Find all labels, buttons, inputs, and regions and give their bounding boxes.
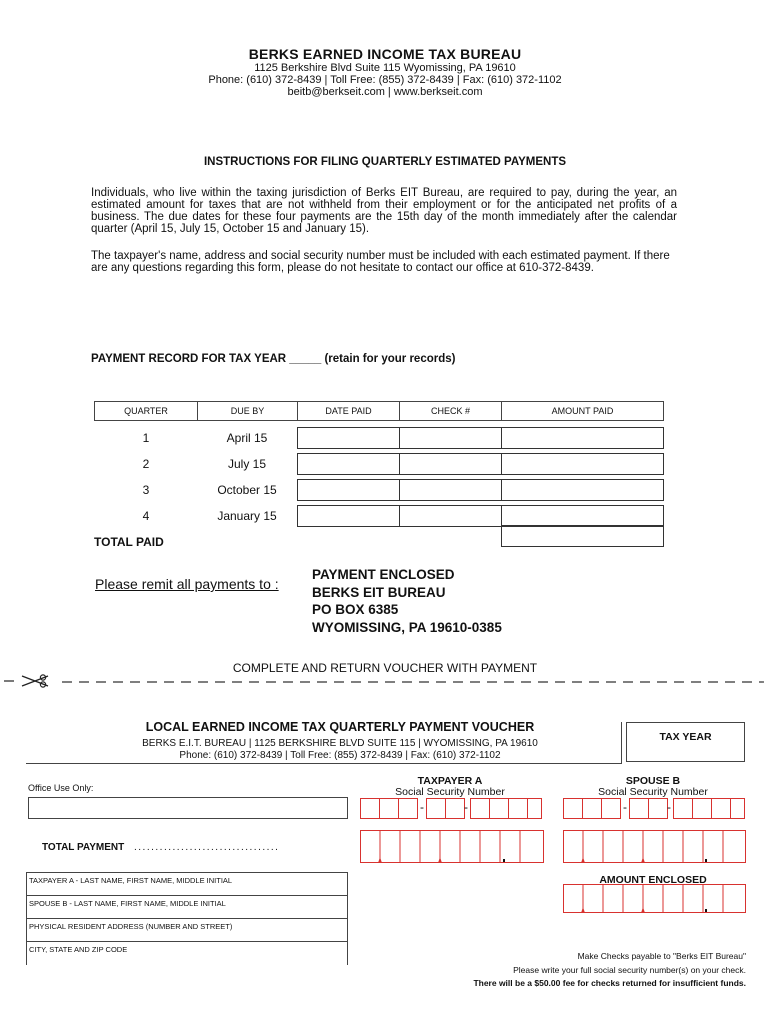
ssn-b-dash-1: - (623, 800, 627, 814)
instructions-paragraph-1: Individuals, who live within the taxing jurisdiction of Berks EIT Bureau, are required to pay, during the year, an estimated amount for taxes that are not withheld from their employment or for the anticipated net profits of a business. The due dates for these four payments are the 15th day of the month immediately after the calendar quarter (April 15, July 15, October 15 and January 15). (91, 187, 677, 235)
row-4-date-paid-field[interactable] (297, 505, 400, 527)
tax-year-label: TAX YEAR (659, 731, 712, 743)
remit-label: Please remit all payments to : (95, 576, 279, 592)
header-date-paid: DATE PAID (297, 401, 400, 421)
ssn-a-dash-1: - (420, 800, 424, 814)
remit-line-1: PAYMENT ENCLOSED (312, 567, 455, 582)
row-3-amount-field[interactable] (501, 479, 664, 501)
spouse-b-payment-field[interactable] (563, 830, 747, 864)
total-payment-leader: .................................. (134, 842, 280, 853)
office-use-label: Office Use Only: (28, 783, 94, 793)
total-paid-field[interactable] (501, 525, 664, 547)
row-4-quarter: 4 (142, 509, 150, 523)
header-quarter: QUARTER (94, 401, 198, 421)
remit-address (312, 566, 502, 636)
checks-payable-note: Make Checks payable to "Berks EIT Bureau" (577, 951, 746, 961)
ssn-b-dash-2: - (667, 800, 671, 814)
spouse-b-heading: SPOUSE B (625, 775, 681, 787)
cut-instructions: COMPLETE AND RETURN VOUCHER WITH PAYMENT (232, 661, 538, 675)
row-3-date-paid-field[interactable] (297, 479, 400, 501)
remit-line-3: PO BOX 6385 (312, 602, 399, 617)
address-field[interactable] (26, 918, 348, 941)
taxpayer-a-ssn-label: Social Security Number (395, 786, 505, 798)
spouse-b-name-field[interactable] (26, 895, 348, 918)
bureau-phone: Phone: (610) 372-8439 | Toll Free: (855) 372-8439 | Fax: (610) 372-1102 (208, 74, 562, 86)
taxpayer-a-ssn-field[interactable] (360, 798, 542, 820)
city-state-zip-field[interactable] (26, 941, 348, 965)
tax-year-field[interactable] (626, 722, 745, 762)
cut-line (4, 674, 764, 688)
city-state-zip-label: CITY, STATE AND ZIP CODE (29, 945, 128, 954)
bureau-address: 1125 Berkshire Blvd Suite 115 Wyomissing, PA 19610 (254, 62, 516, 74)
row-3-due: October 15 (217, 483, 277, 497)
row-1-date-paid-field[interactable] (297, 427, 400, 449)
scissors-icon (4, 675, 48, 687)
row-3-check-field[interactable] (399, 479, 502, 501)
taxpayer-a-payment-field[interactable] (360, 830, 544, 864)
bureau-header (0, 46, 770, 98)
row-2-date-paid-field[interactable] (297, 453, 400, 475)
voucher-address: BERKS E.I.T. BUREAU | 1125 BERKSHIRE BLVD SUITE 115 | WYOMISSING, PA 19610 (142, 738, 538, 749)
instructions-paragraph-2: The taxpayer's name, address and social security number must be included with each estimated payment. If there are any questions regarding this form, please do not hesitate to contact our office at 610-372-8439. (91, 250, 670, 274)
row-3-quarter: 3 (142, 483, 150, 497)
remit-line-2: BERKS EIT BUREAU (312, 584, 446, 600)
row-4-due: January 15 (217, 509, 277, 523)
row-2-quarter: 2 (142, 457, 150, 471)
total-paid-label: TOTAL PAID (94, 535, 164, 549)
spouse-b-ssn-field[interactable] (563, 798, 745, 820)
taxpayer-a-heading: TAXPAYER A (417, 775, 483, 787)
amount-enclosed-heading: AMOUNT ENCLOSED (599, 874, 707, 886)
row-2-due: July 15 (227, 457, 267, 471)
spouse-b-name-label: SPOUSE B - LAST NAME, FIRST NAME, MIDDLE INITIAL (29, 899, 226, 908)
row-1-quarter: 1 (142, 431, 150, 445)
remit-line-4: WYOMISSING, PA 19610-0385 (312, 619, 502, 635)
ssn-a-dash-2: - (464, 800, 468, 814)
voucher-divider-vertical (621, 722, 622, 764)
total-payment-label: TOTAL PAYMENT (42, 842, 125, 853)
bureau-title: BERKS EARNED INCOME TAX BUREAU (248, 46, 522, 62)
header-amount-paid: AMOUNT PAID (501, 401, 664, 421)
bureau-web: beitb@berkseit.com | www.berkseit.com (287, 86, 483, 98)
voucher-phone: Phone: (610) 372-8439 | Toll Free: (855) 372-8439 | Fax: (610) 372-1102 (179, 750, 501, 761)
office-use-box (28, 797, 348, 819)
voucher-divider (26, 763, 622, 764)
returned-check-fee-note: There will be a $50.00 fee for checks returned for insufficient funds. (473, 978, 746, 988)
row-1-check-field[interactable] (399, 427, 502, 449)
ssn-on-check-note: Please write your full social security number(s) on your check. (513, 965, 746, 975)
taxpayer-a-name-field[interactable] (26, 872, 348, 895)
payment-record-title: PAYMENT RECORD FOR TAX YEAR _____ (retain for your records) (91, 353, 456, 365)
amount-enclosed-field[interactable] (563, 884, 747, 914)
row-2-amount-field[interactable] (501, 453, 664, 475)
row-4-amount-field[interactable] (501, 505, 664, 527)
spouse-b-ssn-label: Social Security Number (598, 786, 708, 798)
header-due-by: DUE BY (197, 401, 298, 421)
row-2-check-field[interactable] (399, 453, 502, 475)
instructions-title: INSTRUCTIONS FOR FILING QUARTERLY ESTIMATED PAYMENTS (203, 156, 567, 168)
voucher-title: LOCAL EARNED INCOME TAX QUARTERLY PAYMENT VOUCHER (145, 720, 535, 734)
address-label: PHYSICAL RESIDENT ADDRESS (NUMBER AND STREET) (29, 922, 233, 931)
header-check-number: CHECK # (399, 401, 502, 421)
taxpayer-a-name-label: TAXPAYER A - LAST NAME, FIRST NAME, MIDDLE INITIAL (29, 876, 233, 885)
row-1-due: April 15 (226, 431, 268, 445)
row-4-check-field[interactable] (399, 505, 502, 527)
row-1-amount-field[interactable] (501, 427, 664, 449)
